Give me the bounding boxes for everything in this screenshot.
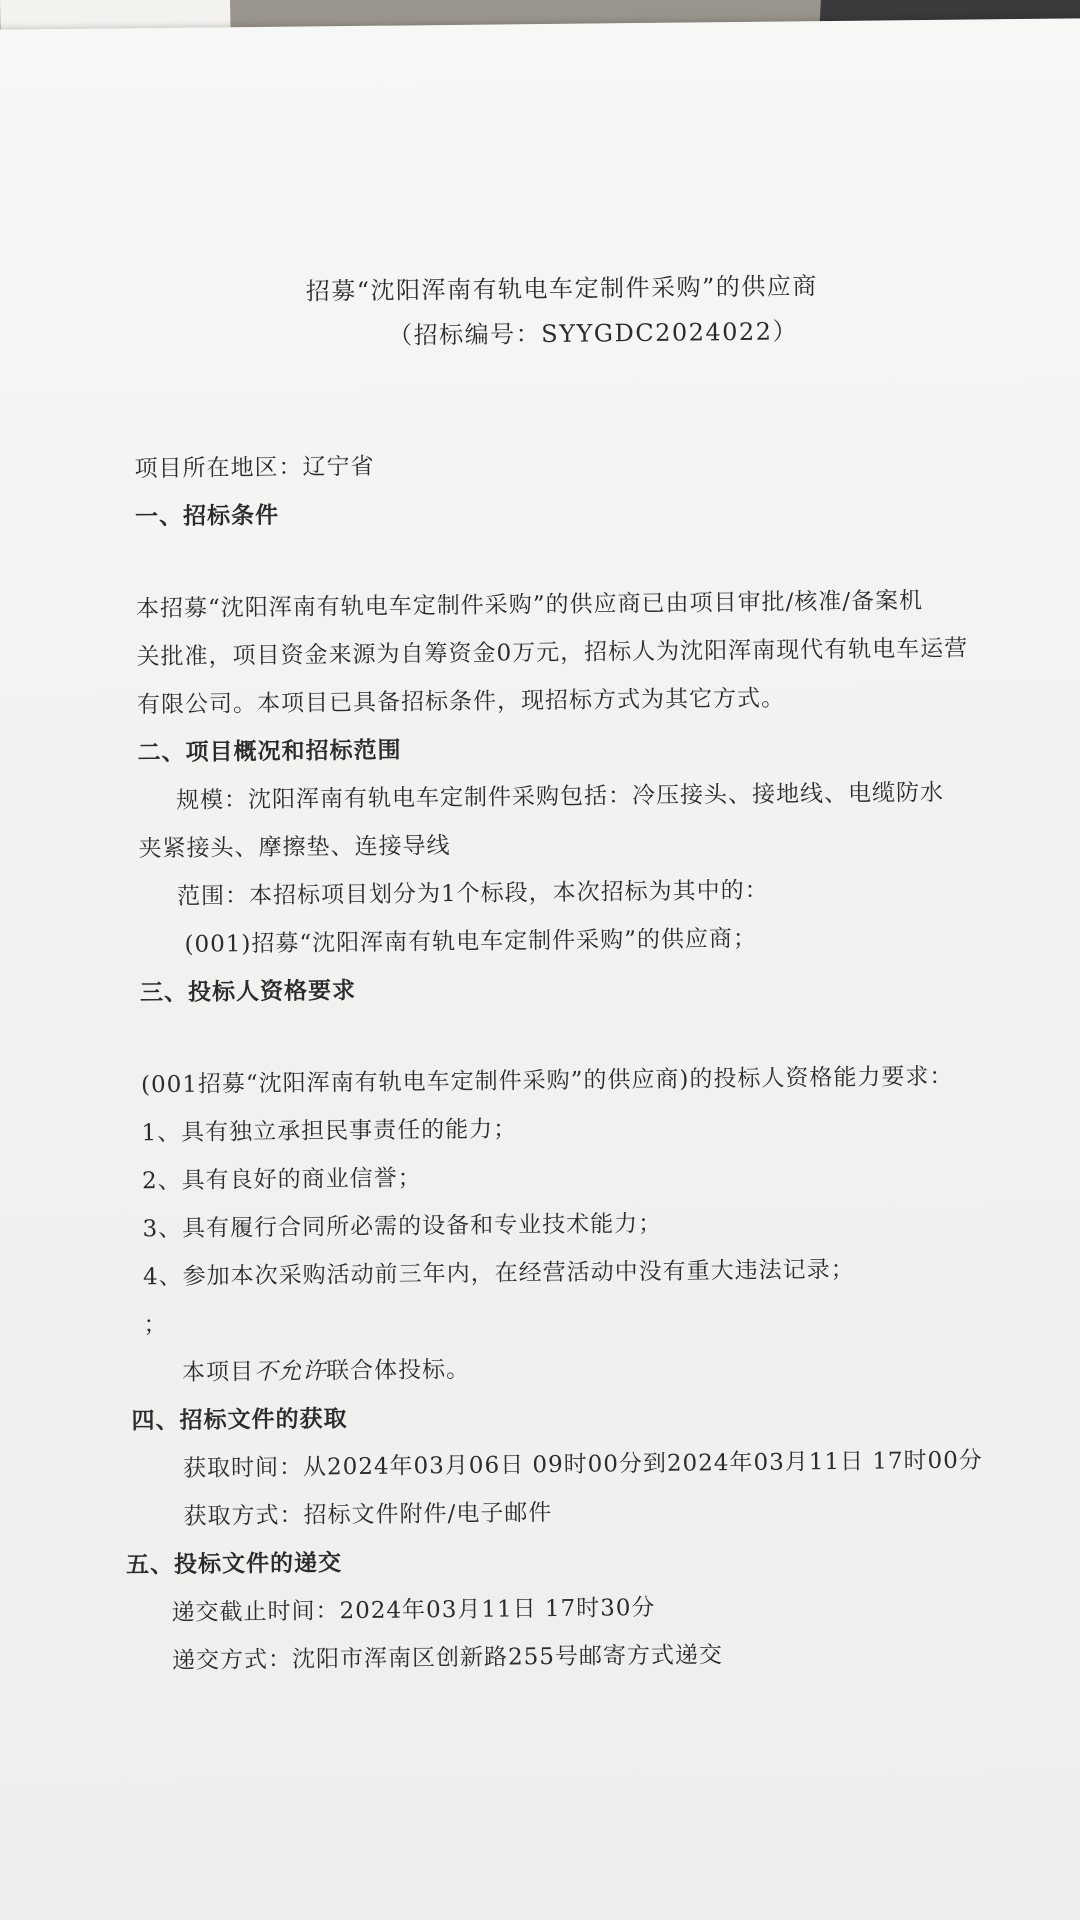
requirement-item: 4、参加本次采购活动前三年内，在经营活动中没有重大违法记录； (142, 1256, 855, 1291)
document-content (0, 19, 1070, 1920)
joint-bid-emphasis: 不允许 (253, 1358, 327, 1386)
joint-bid-prefix: 本项目 (181, 1359, 255, 1386)
requirement-item: 3、具有履行合同所必需的设备和专业技术能力； (142, 1210, 663, 1243)
section-2-heading: 二、项目概况和招标范围 (137, 737, 402, 767)
section-2-scale-line: 规模：沈阳浑南有轨电车定制件采购包括：冷压接头、接地线、电缆防水 (175, 779, 945, 814)
stray-semicolon: ； (143, 1312, 168, 1339)
section-1-heading: 一、招标条件 (134, 502, 280, 531)
joint-bid-statement (182, 1351, 470, 1387)
section-1-paragraph-line: 本招募“沈阳浑南有轨电车定制件采购”的供应商已由项目审批/核准/备案机 (135, 588, 924, 623)
submission-deadline: 递交截止时间：2024年03月11日 17时30分 (171, 1594, 656, 1626)
acquisition-method: 获取方式：招标文件附件/电子邮件 (183, 1499, 553, 1530)
section-4-heading: 四、招标文件的获取 (131, 1406, 348, 1435)
document-page (0, 18, 1080, 1920)
section-5-heading: 五、投标文件的递交 (125, 1550, 343, 1579)
acquisition-time: 获取时间：从2024年03月06日 09时00分到2024年03月11日 17时00分 (182, 1447, 983, 1482)
section-2-scope-line: 范围：本招标项目划分为1个标段，本次招标为其中的： (176, 877, 769, 910)
submission-method: 递交方式：沈阳市浑南区创新路255号邮寄方式递交 (171, 1642, 724, 1674)
bid-number: （招标编号：SYYGDC2024022） (388, 317, 799, 350)
section-1-paragraph-line: 有限公司。本项目已具备招标条件，现招标方式为其它方式。 (136, 685, 786, 719)
joint-bid-suffix: 联合体投标。 (325, 1356, 471, 1385)
requirement-item: 2、具有良好的商业信誉； (141, 1165, 422, 1195)
section-2-lot-line: (001)招募“沈阳浑南有轨电车定制件采购”的供应商； (184, 925, 758, 958)
section-2-scale-line: 夹紧接头、摩擦垫、连接导线 (138, 833, 451, 863)
section-3-intro: (001招募“沈阳浑南有轨电车定制件采购”的供应商)的投标人资格能力要求： (140, 1063, 954, 1099)
document-title: 招募“沈阳浑南有轨电车定制件采购”的供应商 (305, 272, 818, 306)
section-3-heading: 三、投标人资格要求 (139, 978, 357, 1007)
project-region: 项目所在地区：辽宁省 (134, 453, 375, 483)
requirement-item: 1、具有独立承担民事责任的能力； (141, 1116, 518, 1147)
section-1-paragraph-line: 关批准，项目资金来源为自筹资金0万元，招标人为沈阳浑南现代有轨电车运营 (136, 635, 969, 671)
